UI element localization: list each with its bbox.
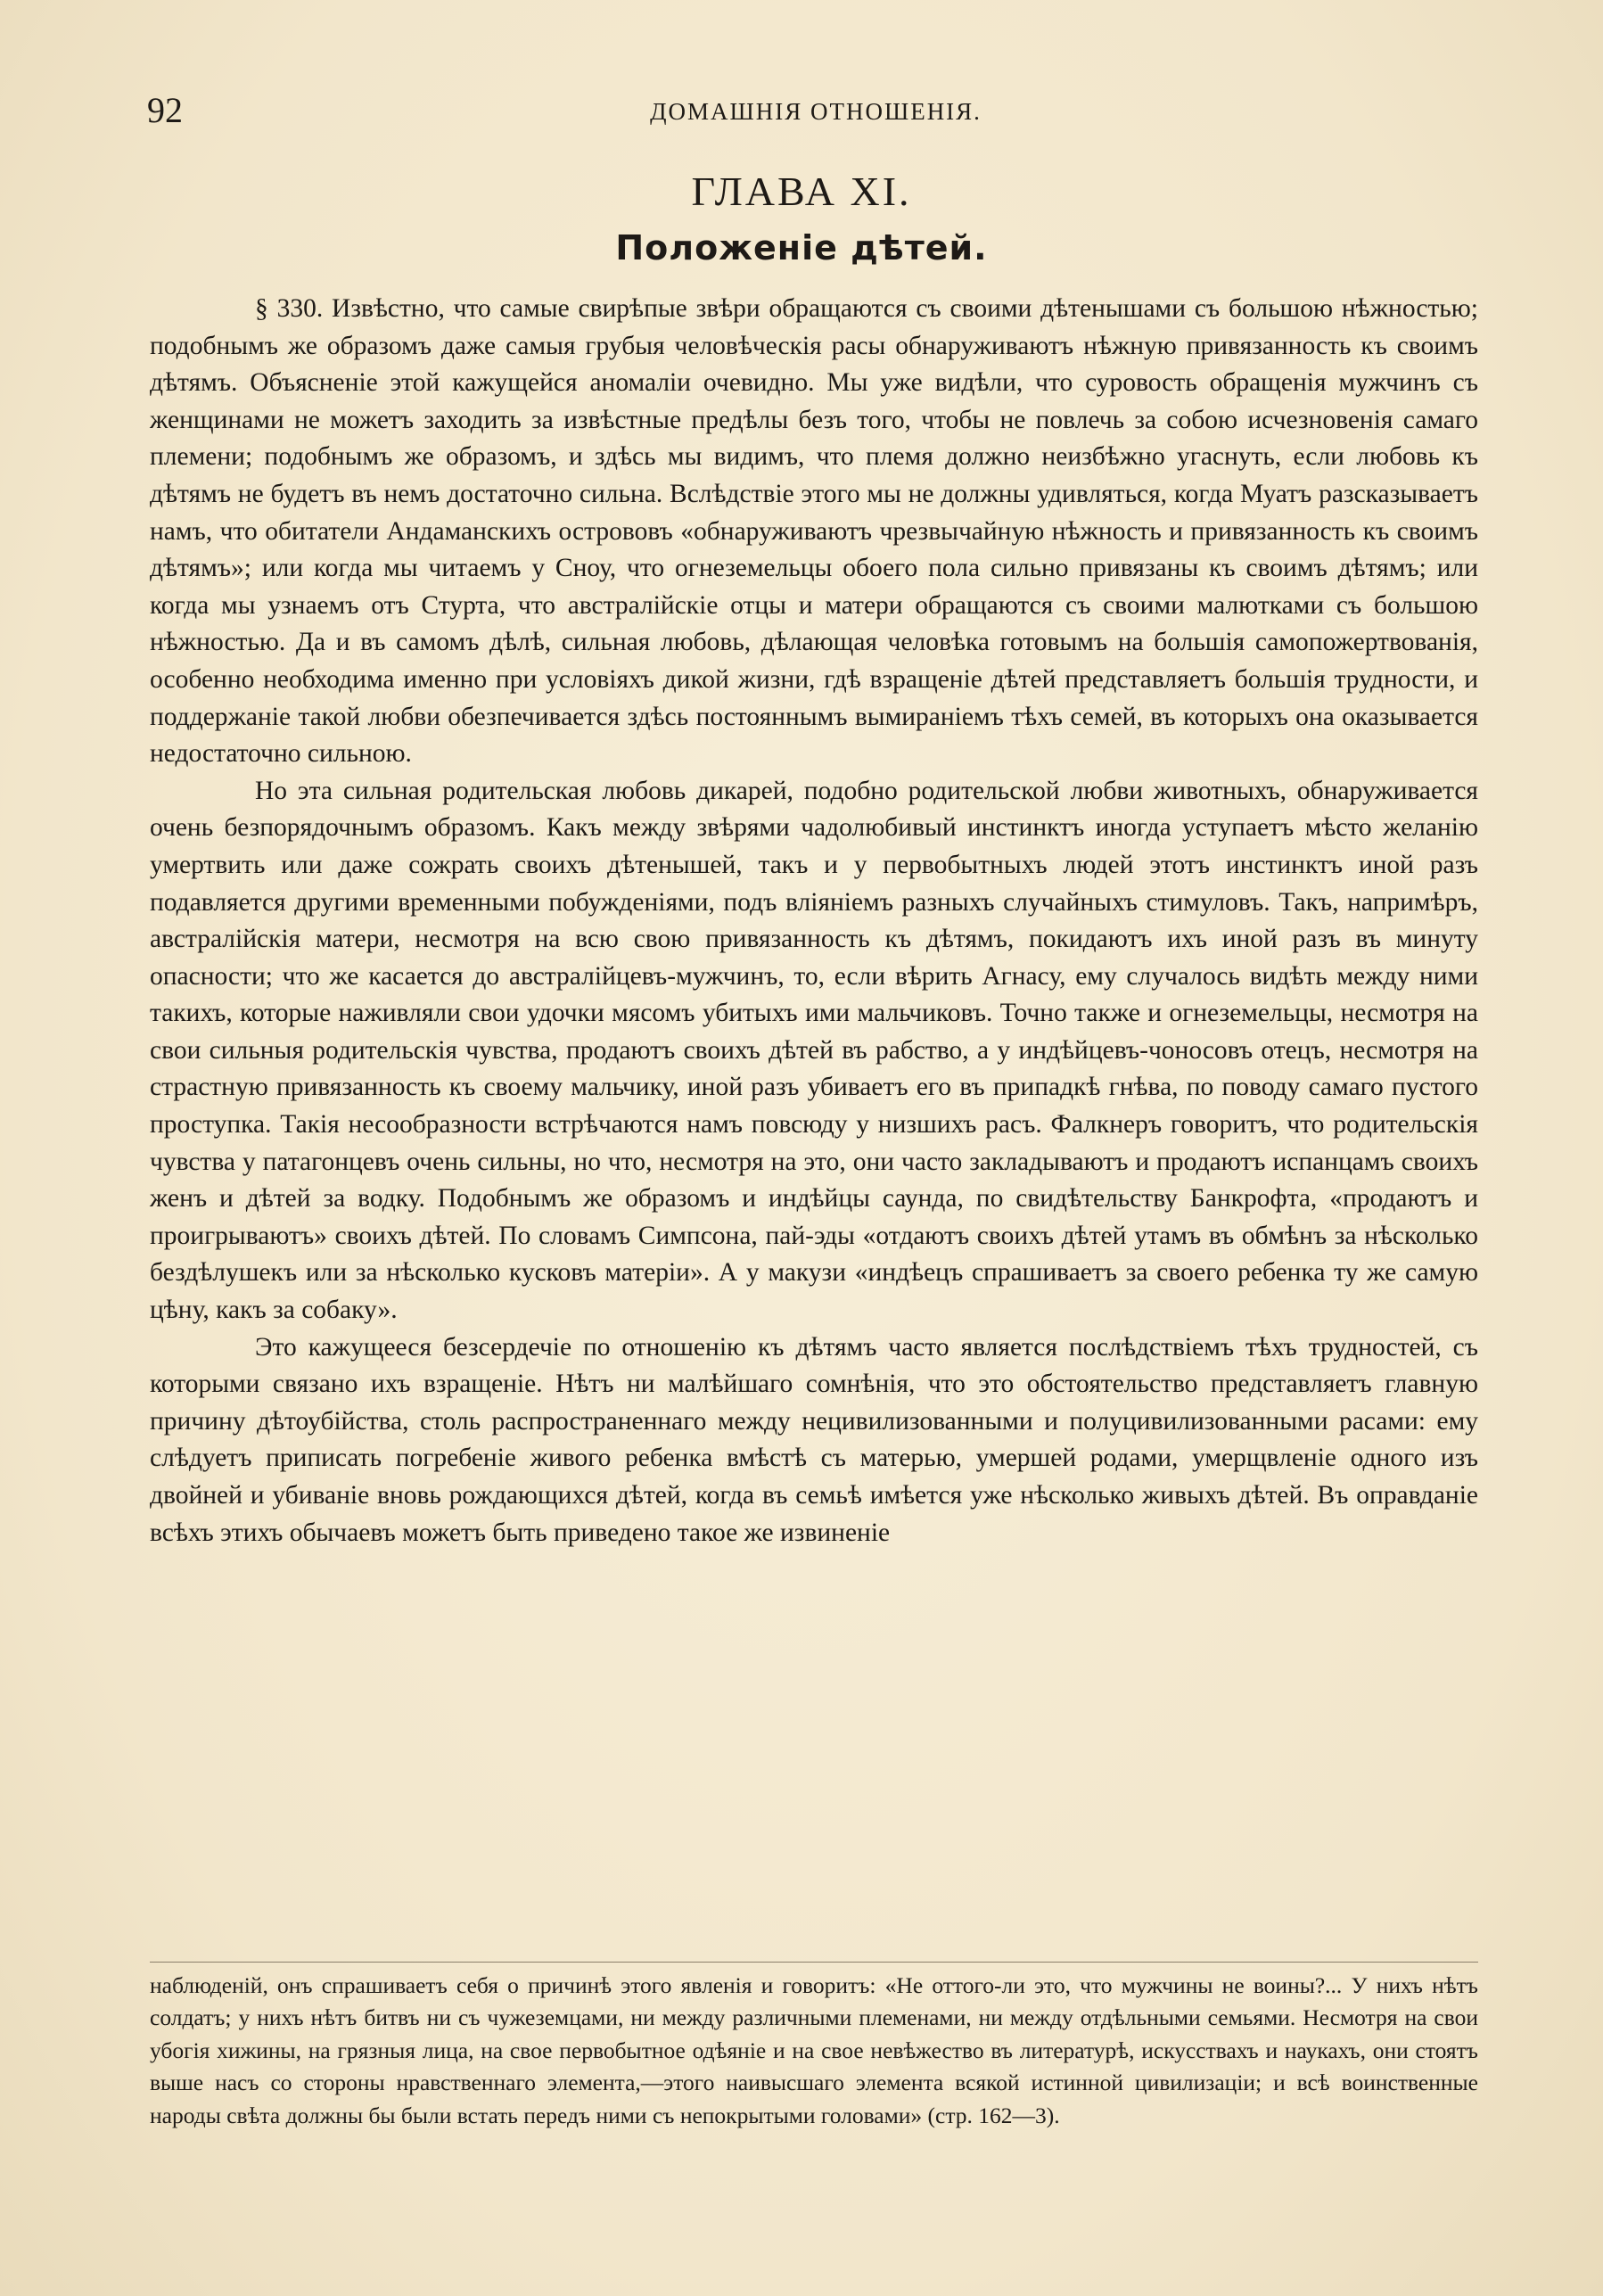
chapter-title: ГЛАВА XI. <box>691 169 912 214</box>
page-number: 92 <box>147 90 183 130</box>
paragraph: Но эта сильная родительская любовь дикарей, подобно родительской любви животныхъ, обнаруживается очень безпорядочнымъ образомъ. Какъ между звѣрями чадолюбивый инстинктъ иногда уступаетъ мѣсто желанію умертвить или даже сожрать своихъ дѣтенышей, такъ и у первобытныхъ людей этотъ инстинктъ иной разъ подавляется другими временными побужденіями, подъ вліяніемъ разныхъ случайныхъ стимуловъ. Такъ, напримѣръ, австралійскія матери, несмотря на всю свою привязанность къ дѣтямъ, покидаютъ ихъ иной разъ въ минуту опасности; что же касается до австралійцевъ-мужчинъ, то, если вѣрить Агнасу, ему случалось видѣть между ними такихъ, которые наживляли свои удочки мясомъ убитыхъ ими мальчиковъ. Точно также и огнеземельцы, несмотря на свои сильныя родительскія чувства, продаютъ своихъ дѣтей въ рабство, а у индѣйцевъ-чоносовъ отецъ, несмотря на страстную привязанность къ своему мальчику, иной разъ убиваетъ его въ припадкѣ гнѣва, по поводу самаго пустого проступка. Такія несообразности встрѣчаются намъ повсюду у низшихъ расъ. Фалкнеръ говоритъ, что родительскія чувства у патагонцевъ очень сильны, но что, несмотря на это, они часто закладываютъ и продаютъ испанцамъ своихъ женъ и дѣтей за водку. Подобнымъ же образомъ и индѣйцы саунда, по свидѣтельству Банкрофта, «продаютъ и проигрываютъ» своихъ дѣтей. По словамъ Симпсона, пай-эды «отдаютъ своихъ дѣтей утамъ въ обмѣнъ за нѣсколько бездѣлушекъ или за нѣсколько кусковъ матеріи». А у макузи «индѣецъ спрашиваетъ за своего ребенка ту же самую цѣну, какъ за собаку». <box>150 776 1478 1325</box>
running-head: ДОМАШНІЯ ОТНОШЕНІЯ. <box>650 98 982 125</box>
paragraph: § 330. Извѣстно, что самые свирѣпые звѣри обращаются съ своими дѣтенышами съ большою нѣжностью; подобнымъ же образомъ даже самыя грубыя человѣческія расы обнаруживаютъ нѣжную привязанность къ своимъ дѣтямъ. Объясненіе этой кажущейся аномаліи очевидно. Мы уже видѣли, что суровость обращенія мужчинъ съ женщинами не можетъ заходить за извѣстные предѣлы безъ того, чтобы не повлечь за собою исчезновенія самаго племени; подобнымъ же образомъ, и здѣсь мы видимъ, что племя должно неизбѣжно угаснуть, если любовь къ дѣтямъ не будетъ въ немъ достаточно сильна. Вслѣдствіе этого мы не должны удивляться, когда Муатъ разсказываетъ намъ, что обитатели Андаманскихъ острововъ «обнаруживаютъ чрезвычайную нѣжность и привязанность къ своимъ дѣтямъ»; или когда мы читаемъ у Сноу, что огнеземельцы обоего пола сильно привязаны къ своимъ дѣтямъ; или когда мы узнаемъ отъ Стурта, что австралійскіе отцы и матери обращаются съ своими малютками съ большою нѣжностью. Да и въ самомъ дѣлѣ, сильная любовь, дѣлающая человѣка готовымъ на большія самопожертвованія, особенно необходима именно при условіяхъ дикой жизни, гдѣ взращеніе дѣтей представляетъ большія трудности, и поддержаніе такой любви обезпечивается здѣсь постояннымъ вымираніемъ тѣхъ семей, въ которыхъ она оказывается недостаточно сильною. <box>150 294 1478 769</box>
chapter-subtitle: Положеніе дѣтей. <box>615 228 988 267</box>
body-text <box>150 291 1478 1551</box>
paragraph: Это кажущееся безсердечіе по отношенію къ дѣтямъ часто является послѣдствіемъ тѣхъ трудностей, съ которыми связано ихъ взращеніе. Нѣтъ ни малѣйшаго сомнѣнія, что это обстоятельство представляетъ главную причину дѣтоубійства, столь распространеннаго между нецивилизованными и полуцивилизованными расами: ему слѣдуетъ приписать погребеніе живого ребенка вмѣстѣ съ матерью, умершей родами, умерщвленіе одного изъ двойней и убиваніе вновь рождающихся дѣтей, когда въ семьѣ имѣется уже нѣсколько живыхъ дѣтей. Въ оправданіе всѣхъ этихъ обычаевъ можетъ быть приведено такое же извиненіе <box>150 1332 1478 1547</box>
footnote-text: наблюденій, онъ спрашиваетъ себя о причинѣ этого явленія и говоритъ: «Не оттого-ли это, что мужчины не воины?... У нихъ нѣтъ солдатъ; у нихъ нѣтъ битвъ ни съ чужеземцами, ни между различными племенами, ни между отдѣльными семьями. Несмотря на свои убогія хижины, на грязныя лица, на свое первобытное одѣяніе и на свое невѣжество въ литературѣ, искусствахъ и наукахъ, они стоятъ выше насъ со стороны нравственнаго элемента,—этого наивысшаго элемента всякой истинной цивилизаціи; и всѣ воинственные народы свѣта должны бы были встать передъ ними съ непокрытыми головами» (стр. 162—3). <box>150 1972 1478 2128</box>
footnote <box>150 1962 1478 2132</box>
page-header <box>147 89 1484 134</box>
